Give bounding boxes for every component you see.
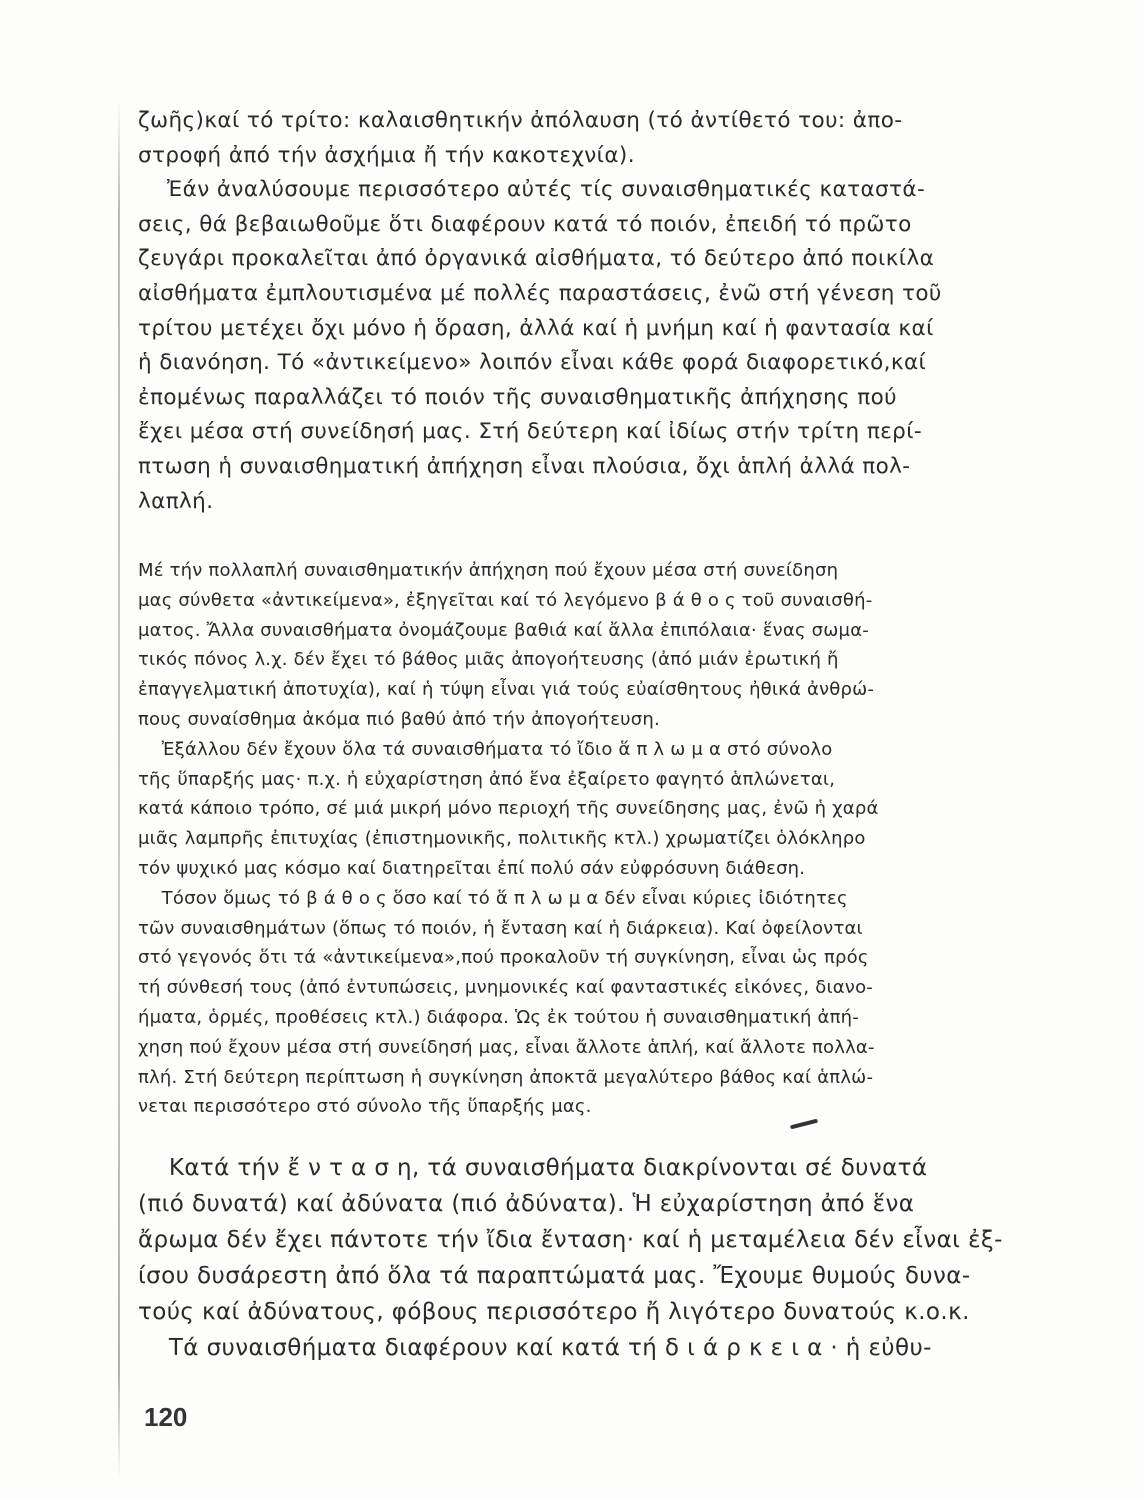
text-line: τρίτου μετέχει ὄχι μόνο ἡ ὅραση, ἀλλά καί ἡ μνήμη καί ἡ φαντασία καί bbox=[138, 315, 934, 341]
text-line: σεις, θά βεβαιωθοῦμε ὅτι διαφέρουν κατά τό ποιόν, ἐπειδή τό πρῶτο bbox=[138, 211, 912, 237]
small-print-section bbox=[138, 556, 1000, 1122]
text-line: λαπλή. bbox=[138, 488, 214, 514]
page-number: 120 bbox=[144, 1402, 188, 1432]
text-line: πλή. Στή δεύτερη περίπτωση ἡ συγκίνηση ἀποκτᾶ μεγαλύτερο βάθος καί ἁπλώ- bbox=[138, 1066, 874, 1088]
text-line: ἐπαγγελματική ἀποτυχία), καί ἡ τύψη εἶναι γιά τούς εὐαίσθητους ἠθικά ἀνθρώ- bbox=[138, 679, 875, 701]
text-line: τή σύνθεσή τους (ἀπό ἐντυπώσεις, μνημονικές καί φανταστικές εἰκόνες, διανο- bbox=[138, 977, 873, 999]
text-line: νεται περισσότερο στό σύνολο τῆς ὕπαρξής μας. bbox=[138, 1096, 592, 1118]
text-line: ήματα, ὁρμές, προθέσεις κτλ.) διάφορα. Ὡς ἐκ τούτου ἡ συναισθηματική ἀπή- bbox=[138, 1006, 859, 1028]
lower-text bbox=[138, 1150, 1003, 1366]
text-line: ἔχει μέσα στή συνείδησή μας. Στή δεύτερη καί ἰδίως στήν τρίτη περί- bbox=[138, 419, 923, 445]
upper-paragraphs bbox=[138, 104, 1000, 519]
text-line: (πιό δυνατά) καί ἀδύνατα (πιό ἀδύνατα). Ἡ εὐχαρίστηση ἀπό ἕνα bbox=[138, 1191, 915, 1217]
text-line: ἐπομένως παραλλάζει τό ποιόν τῆς συναισθηματικῆς ἀπήχησης πού bbox=[138, 384, 897, 410]
text-line: Μέ τήν πολλαπλή συναισθηματικήν ἀπήχηση πού ἔχουν μέσα στή συνείδηση bbox=[138, 560, 839, 581]
text-line: μιᾶς λαμπρῆς ἐπιτυχίας (ἐπιστημονικῆς, πολιτικῆς κτλ.) χρωματίζει ὁλόκληρο bbox=[138, 828, 866, 850]
text-line: τῶν συναισθημάτων (ὅπως τό ποιόν, ἡ ἔνταση καί ἡ διάρκεια). Καί ὀφείλονται bbox=[138, 917, 863, 939]
text-line: Κατά τήν ἔ ν τ α σ η, τά συναισθήματα διακρίνονται σέ δυνατά bbox=[138, 1155, 928, 1181]
text-line: Τά συναισθήματα διαφέρουν καί κατά τή δ ι ά ρ κ ε ι α · ἡ εὐθυ- bbox=[138, 1335, 932, 1361]
small-print-text bbox=[138, 556, 1000, 1122]
text-line: στροφή ἀπό τήν ἀσχήμια ἤ τήν κακοτεχνία). bbox=[138, 142, 635, 168]
text-line: τικός πόνος λ.χ. δέν ἔχει τό βάθος μιᾶς ἀπογοήτευσης (ἀπό μιάν ἐρωτική ἤ bbox=[138, 649, 839, 671]
text-line: ίσου δυσάρεστη ἀπό ὅλα τά παραπτώματά μας. Ἔχουμε θυμούς δυνα- bbox=[138, 1263, 971, 1289]
text-line: Ἐξάλλου δέν ἔχουν ὅλα τά συναισθήματα τό ἴδιο ἅ π λ ω μ α στό σύνολο bbox=[138, 738, 833, 760]
text-line: Τόσον ὅμως τό β ά θ ο ς ὅσο καί τό ἅ π λ ω μ α δέν εἶναι κύριες ἰδιότητες bbox=[138, 887, 848, 909]
text-line: χηση πού ἔχουν μέσα στή συνείδησή μας, εἶναι ἄλλοτε ἁπλή, καί ἄλλοτε πολλα- bbox=[138, 1036, 875, 1058]
text-line: πους συναίσθημα ἀκόμα πιό βαθύ ἀπό τήν ἀπογοήτευση. bbox=[138, 708, 660, 730]
text-line: Ἐάν ἀναλύσουμε περισσότερο αὐτές τίς συναισθηματικές καταστά- bbox=[138, 177, 926, 203]
upper-text bbox=[138, 104, 1000, 519]
text-line: ἡ διανόηση. Τό «ἀντικείμενο» λοιπόν εἶναι κάθε φορά διαφορετικό,καί bbox=[138, 350, 927, 376]
page-edge-shadow bbox=[118, 100, 120, 1480]
text-line: πτωση ἡ συναισθηματική ἀπήχηση εἶναι πλούσια, ὄχι ἁπλή ἀλλά πολ- bbox=[138, 453, 911, 479]
text-line: στό γεγονός ὅτι τά «ἀντικείμενα»,πού προκαλοῦν τή συγκίνηση, εἶναι ὡς πρός bbox=[138, 947, 869, 969]
text-line: ζευγάρι προκαλεῖται ἀπό ὀργανικά αἰσθήματα, τό δεύτερο ἀπό ποικίλα bbox=[138, 246, 935, 272]
text-line: τούς καί ἀδύνατους, φόβους περισσότερο ἤ λιγότερο δυνατούς κ.ο.κ. bbox=[138, 1299, 970, 1325]
text-line: μας σύνθετα «ἀντικείμενα», ἐξηγεῖται καί τό λεγόμενο β ά θ ο ς τοῦ συναισθή- bbox=[138, 589, 873, 611]
text-line: τόν ψυχικό μας κόσμο καί διατηρεῖται ἐπί πολύ σάν εὐφρόσυνη διάθεση. bbox=[138, 857, 806, 879]
text-line: ἄρωμα δέν ἔχει πάντοτε τήν ἴδια ἔνταση· καί ἡ μεταμέλεια δέν εἶναι ἐξ- bbox=[138, 1227, 1003, 1253]
text-line: κατά κάποιο τρόπο, σέ μιά μικρή μόνο περιοχή τῆς συνείδησης μας, ἐνῶ ἡ χαρά bbox=[138, 798, 879, 820]
lower-paragraphs bbox=[138, 1150, 1003, 1366]
text-line: ματος. Ἄλλα συναισθήματα ὀνομάζουμε βαθιά καί ἄλλα ἐπιπόλαια· ἕνας σωμα- bbox=[138, 619, 869, 641]
text-line: ζωῆς)καί τό τρίτο: καλαισθητικήν ἀπόλαυση (τό ἀντίθετό του: ἀπο- bbox=[138, 108, 903, 133]
text-line: αἰσθήματα ἐμπλουτισμένα μέ πολλές παραστάσεις, ἐνῶ στή γένεση τοῦ bbox=[138, 280, 942, 306]
text-line: τῆς ὕπαρξής μας· π.χ. ἡ εὐχαρίστηση ἀπό ἕνα ἐξαίρετο φαγητό ἁπλώνεται, bbox=[138, 768, 836, 790]
